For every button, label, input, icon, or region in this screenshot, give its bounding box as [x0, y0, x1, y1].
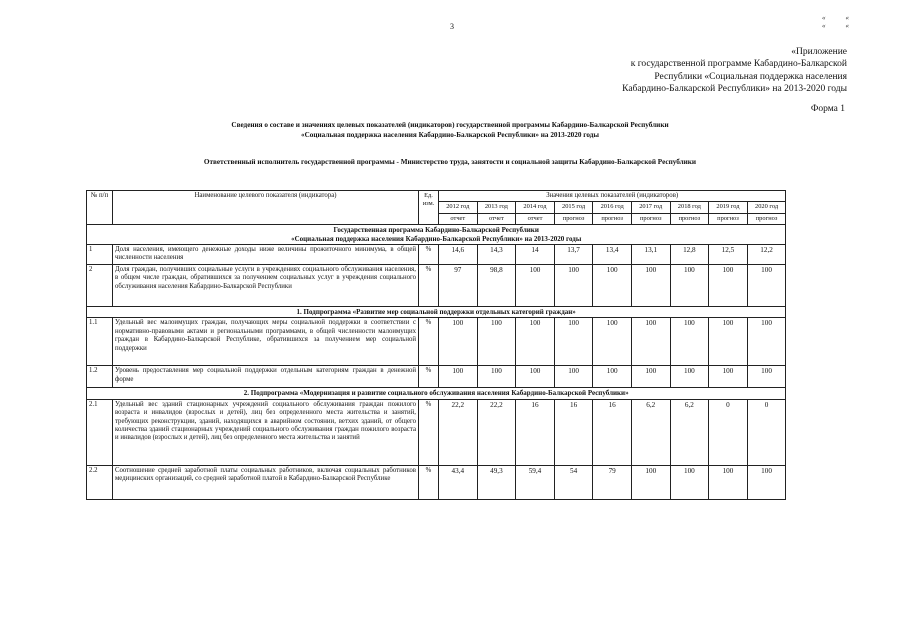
indicator-row [87, 399, 786, 465]
appendix-block [547, 46, 847, 96]
header-values-group: Значения целевых показателей (индикаторов) [439, 191, 786, 202]
value-cell: 100 [477, 366, 516, 388]
value-cell: 0 [709, 399, 748, 465]
value-cell: 54 [554, 465, 593, 499]
indicator-name: Удельный вес зданий стационарных учреждений социального обслуживания граждан пожилого возраста и инвалидов (взрослых и детей), лиц без определенного места жительства и занятий, требующих реконструкции, зданий, находящихся в аварийном состоянии, ветхих зданий, от общего количества зданий стационарных учреждений социального обслуживания граждан пожилого возраста и инвалидов (взрослых и детей), лиц без определенного места жительства и занятий [113, 399, 419, 465]
value-cell: 100 [709, 265, 748, 307]
value-cell: 14 [516, 245, 555, 265]
header-year: 2015 год [554, 202, 593, 213]
indicator-name: Удельный вес малоимущих граждан, получающих меры социальной поддержки в соответствии с нормативно-правовыми актами и региональными программами, в общей численности малоимущих граждан в Кабардино-Балкарской Республике, обратившихся за получением мер социальной поддержки [113, 318, 419, 366]
value-cell: 100 [477, 318, 516, 366]
value-cell: 100 [747, 465, 786, 499]
program-header-row [87, 225, 786, 245]
value-cell: 100 [670, 318, 709, 366]
unit-cell: % [419, 265, 439, 307]
subprogram-row [87, 388, 786, 399]
program-header [87, 225, 786, 245]
value-cell: 16 [554, 399, 593, 465]
value-cell: 14,3 [477, 245, 516, 265]
header-status: прогноз [593, 213, 632, 224]
value-cell: 100 [670, 465, 709, 499]
subprogram-header: 1. Подпрограмма «Развитие мер социальной поддержки отдельных категорий граждан» [87, 307, 786, 318]
header-year: 2013 год [477, 202, 516, 213]
responsible-executor: Ответственный исполнитель государственной программы - Министерство труда, занятости и социальной защиты Кабардино-Балкарской Республики [203, 158, 697, 166]
subprogram-header: 2. Подпрограмма «Модернизация и развитие социального обслуживания населения Кабардино-Балкарской Республики» [87, 388, 786, 399]
value-cell: 100 [747, 318, 786, 366]
page-number: 3 [450, 22, 454, 31]
header-status: прогноз [554, 213, 593, 224]
value-cell: 14,6 [439, 245, 478, 265]
indicator-name: Соотношение средней заработной платы социальных работников, включая социальных работников медицинских организаций, со средней заработной платой в Кабардино-Балкарской Республике [113, 465, 419, 499]
header-year: 2020 год [747, 202, 786, 213]
value-cell: 79 [593, 465, 632, 499]
value-cell: 59,4 [516, 465, 555, 499]
indicator-row [87, 366, 786, 388]
value-cell: 100 [516, 366, 555, 388]
value-cell: 13,7 [554, 245, 593, 265]
header-status: прогноз [709, 213, 748, 224]
value-cell: 6,2 [631, 399, 670, 465]
value-cell: 100 [709, 318, 748, 366]
row-number: 2.2 [87, 465, 113, 499]
subprogram-row [87, 307, 786, 318]
header-status: отчет [516, 213, 555, 224]
row-number: 1.1 [87, 318, 113, 366]
value-cell: 100 [554, 366, 593, 388]
value-cell: 6,2 [670, 399, 709, 465]
header-year: 2016 год [593, 202, 632, 213]
indicator-row [87, 245, 786, 265]
value-cell: 16 [593, 399, 632, 465]
header-unit: Ед. изм. [419, 191, 439, 225]
indicator-row [87, 465, 786, 499]
header-status: отчет [439, 213, 478, 224]
unit-cell: % [419, 245, 439, 265]
appendix-line: Республики «Социальная поддержка населения [654, 71, 847, 82]
indicator-row [87, 318, 786, 366]
value-cell: 0 [747, 399, 786, 465]
value-cell: 100 [631, 366, 670, 388]
value-cell: 22,2 [439, 399, 478, 465]
value-cell: 16 [516, 399, 555, 465]
value-cell: 100 [554, 318, 593, 366]
value-cell: 100 [631, 465, 670, 499]
value-cell: 100 [709, 465, 748, 499]
value-cell: 97 [439, 265, 478, 307]
unit-cell: % [419, 318, 439, 366]
value-cell: 13,4 [593, 245, 632, 265]
indicator-name: Уровень предоставления мер социальной поддержки отдельным категориям граждан в денежной форме [113, 366, 419, 388]
document-title [150, 120, 750, 140]
value-cell: 100 [593, 318, 632, 366]
unit-cell: % [419, 366, 439, 388]
value-cell: 98,8 [477, 265, 516, 307]
value-cell: 100 [747, 265, 786, 307]
appendix-line: Кабардино-Балкарской Республики» на 2013-2020 годы [622, 84, 847, 95]
value-cell: 100 [593, 366, 632, 388]
value-cell: 100 [670, 265, 709, 307]
header-name: Наименование целевого показателя (индикатора) [113, 191, 419, 225]
value-cell: 100 [631, 318, 670, 366]
title-line-2: «Социальная поддержка населения Кабардино-Балкарской Республики» на 2013-2020 годы [301, 131, 599, 139]
value-cell: 43,4 [439, 465, 478, 499]
value-cell: 22,2 [477, 399, 516, 465]
indicators-table [86, 190, 786, 500]
row-number: 1 [87, 245, 113, 265]
indicators-table-body [87, 191, 786, 500]
value-cell: 12,5 [709, 245, 748, 265]
value-cell: 100 [747, 366, 786, 388]
header-status: отчет [477, 213, 516, 224]
header-year: 2012 год [439, 202, 478, 213]
unit-cell: % [419, 465, 439, 499]
value-cell: 100 [593, 265, 632, 307]
value-cell: 100 [516, 318, 555, 366]
value-cell: 100 [631, 265, 670, 307]
value-cell: 100 [709, 366, 748, 388]
value-cell: 12,8 [670, 245, 709, 265]
value-cell: 49,3 [477, 465, 516, 499]
indicator-name: Доля граждан, получивших социальные услуги в учреждениях социального обслуживания населения, в общем числе граждан, обратившихся за получением социальных услуг в учреждения социального обслуживания населения Кабардино-Балкарской Республики [113, 265, 419, 307]
value-cell: 100 [439, 318, 478, 366]
header-year: 2017 год [631, 202, 670, 213]
value-cell: 12,2 [747, 245, 786, 265]
header-row [87, 191, 786, 202]
corner-marks: «« «« [822, 14, 869, 30]
form-label: Форма 1 [810, 104, 845, 114]
header-status: прогноз [670, 213, 709, 224]
row-number: 1.2 [87, 366, 113, 388]
indicator-name: Доля населения, имеющего денежные доходы ниже величины прожиточного минимума, в общей численности населения [113, 245, 419, 265]
header-year: 2018 год [670, 202, 709, 213]
header-year: 2014 год [516, 202, 555, 213]
indicator-row [87, 265, 786, 307]
value-cell: 100 [554, 265, 593, 307]
value-cell: 13,1 [631, 245, 670, 265]
value-cell: 100 [439, 366, 478, 388]
appendix-line: к государственной программе Кабардино-Балкарской [630, 59, 847, 70]
header-status: прогноз [631, 213, 670, 224]
row-number: 2 [87, 265, 113, 307]
header-year: 2019 год [709, 202, 748, 213]
program-header-line-2: «Социальная поддержка населения Кабардино-Балкарской Республики» на 2013-2020 годы [291, 234, 582, 243]
header-status: прогноз [747, 213, 786, 224]
value-cell: 100 [670, 366, 709, 388]
program-header-line-1: Государственная программа Кабардино-Балкарской Республики [333, 226, 539, 235]
unit-cell: % [419, 399, 439, 465]
header-num: № п/п [87, 191, 113, 225]
row-number: 2.1 [87, 399, 113, 465]
value-cell: 100 [516, 265, 555, 307]
appendix-line: «Приложение [791, 47, 847, 57]
title-line-1: Сведения о составе и значениях целевых показателей (индикаторов) государственной программы Кабардино-Балкарской Республики [231, 121, 669, 129]
